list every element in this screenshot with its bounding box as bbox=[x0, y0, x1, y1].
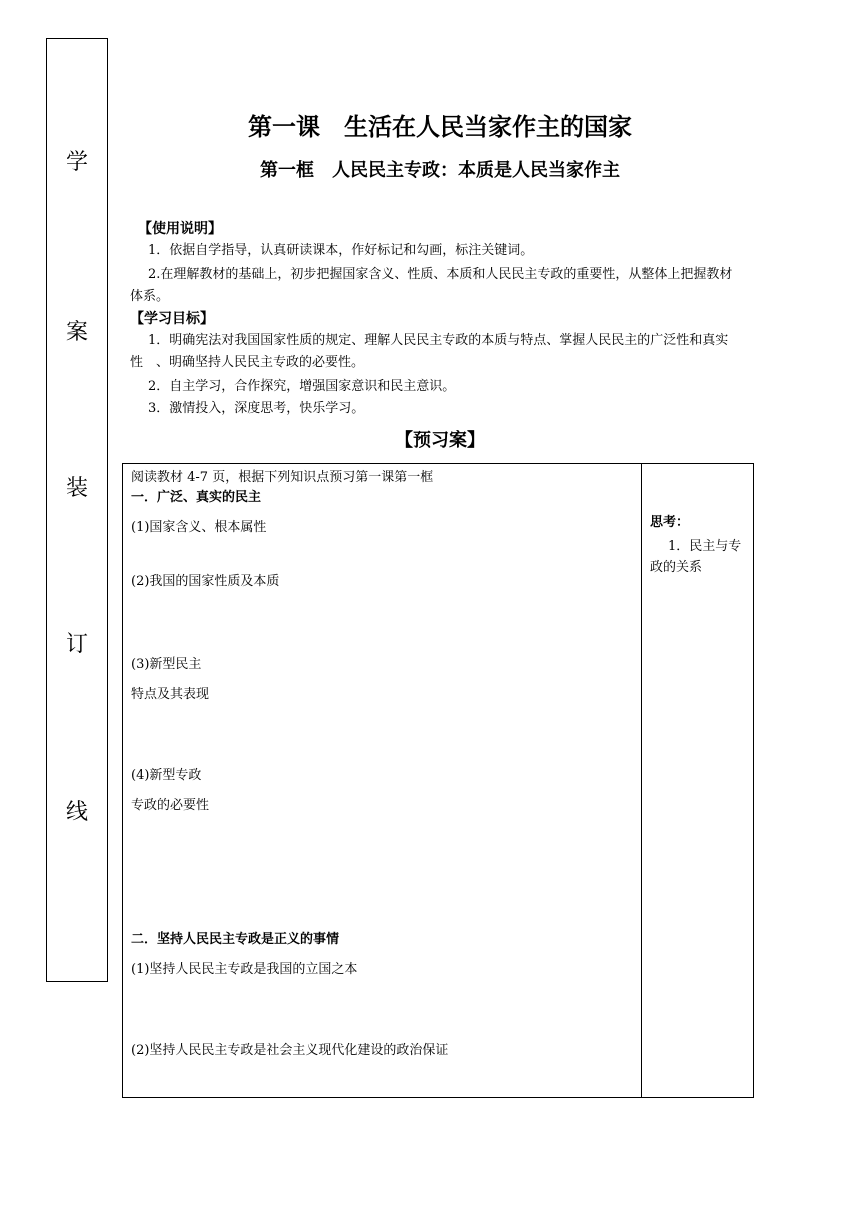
page-title: 第一课 生活在人民当家作主的国家 bbox=[248, 113, 632, 141]
usage-item: 2.在理解教材的基础上，初步把握国家含义、性质、本质和人民民主专政的重要性，从整体上把握教材体系。 bbox=[130, 267, 733, 304]
think-item: 1．民主与专政的关系 bbox=[650, 539, 742, 575]
binding-char: 案 bbox=[65, 320, 88, 345]
goal-item: 3．激情投入，深度思考，快乐学习。 bbox=[148, 401, 365, 416]
list-item: 专政的必要性 bbox=[131, 798, 210, 813]
binding-char: 订 bbox=[65, 632, 88, 657]
preview-table bbox=[122, 463, 754, 1098]
list-item: (2)坚持人民民主专政是社会主义现代化建设的政治保证 bbox=[131, 1043, 449, 1058]
binding-char: 装 bbox=[65, 476, 88, 501]
usage-item: 1．依据自学指导，认真研读课本，作好标记和勾画，标注关键词。 bbox=[148, 243, 534, 258]
binding-char: 线 bbox=[65, 800, 88, 825]
list-item: (1)坚持人民民主专政是我国的立国之本 bbox=[131, 962, 358, 977]
list-item: (1)国家含义、根本属性 bbox=[131, 520, 267, 535]
page-subtitle: 第一框 人民民主专政：本质是人民当家作主 bbox=[260, 160, 620, 181]
goal-item: 1．明确宪法对我国国家性质的规定、理解人民民主专政的本质与特点、掌握人民民主的广泛性和真实性 、明确坚持人民民主专政的必要性。 bbox=[130, 333, 729, 370]
goal-item: 2．自主学习，合作探究，增强国家意识和民主意识。 bbox=[148, 379, 456, 394]
think-label: 思考： bbox=[650, 515, 690, 530]
usage-heading: 【使用说明】 bbox=[138, 221, 222, 237]
list-item: 特点及其表现 bbox=[131, 687, 210, 702]
section-heading: 二．坚持人民民主专政是正义的事情 bbox=[131, 932, 340, 947]
goals-heading: 【学习目标】 bbox=[130, 311, 214, 327]
table-intro: 阅读教材 4-7 页，根据下列知识点预习第一课第一框 bbox=[131, 470, 434, 485]
binding-char: 学 bbox=[65, 150, 88, 175]
binding-margin bbox=[46, 38, 108, 982]
list-item: (4)新型专政 bbox=[131, 768, 202, 783]
list-item: (3)新型民主 bbox=[131, 657, 202, 672]
list-item: (2)我国的国家性质及本质 bbox=[131, 574, 280, 589]
column-divider bbox=[641, 464, 642, 1097]
preview-heading: 【预习案】 bbox=[395, 430, 485, 451]
section-heading: 一．广泛、真实的民主 bbox=[131, 490, 262, 505]
